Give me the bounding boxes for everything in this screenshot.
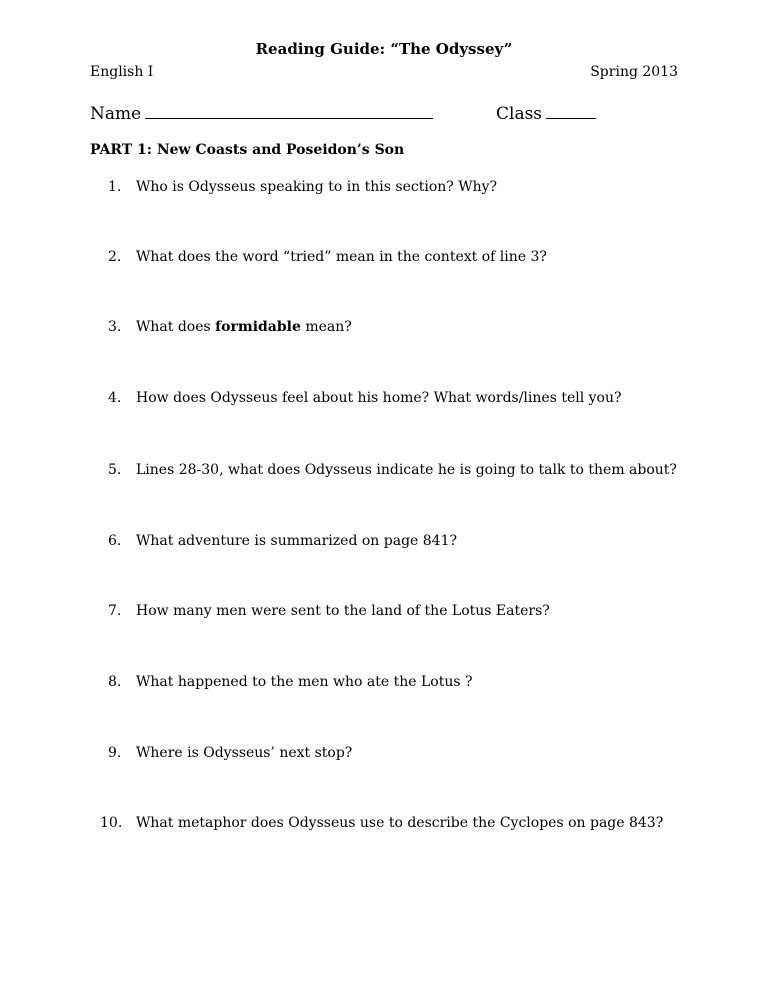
class-blank-line[interactable] <box>546 104 596 119</box>
term-label: Spring 2013 <box>590 64 678 80</box>
name-blank-line[interactable] <box>145 104 433 119</box>
class-label: Class <box>496 104 543 124</box>
question-number: 5. <box>108 462 122 478</box>
question-text: What metaphor does Odysseus use to describe the Cyclopes on page 843? <box>136 815 664 831</box>
question-number: 2. <box>108 249 122 265</box>
question-item <box>108 462 677 478</box>
name-label: Name <box>90 104 142 124</box>
question-text: What does the word “tried” mean in the context of line 3? <box>136 249 547 265</box>
question-text-end: mean? <box>300 319 352 335</box>
question-text: Where is Odysseus’ next stop? <box>136 745 353 761</box>
question-number: 8. <box>108 674 122 690</box>
question-text-start: What does <box>136 319 216 335</box>
name-field <box>90 104 433 124</box>
question-item <box>108 674 473 690</box>
question-text: How does Odysseus feel about his home? What words/lines tell you? <box>136 390 622 406</box>
question-item <box>108 745 352 761</box>
course-name: English I <box>90 64 154 80</box>
question-text: Who is Odysseus speaking to in this section? Why? <box>136 179 498 195</box>
question-number: 10. <box>100 815 123 831</box>
question-number: 1. <box>108 179 122 195</box>
question-number: 6. <box>108 533 122 549</box>
question-number: 9. <box>108 745 122 761</box>
question-text: Lines 28-30, what does Odysseus indicate he is going to talk to them about? <box>136 462 677 478</box>
question-text: What adventure is summarized on page 841? <box>136 533 458 549</box>
question-item <box>108 319 352 335</box>
question-item <box>108 390 622 406</box>
question-item <box>108 249 547 265</box>
question-item <box>108 533 457 549</box>
question-text: What happened to the men who ate the Lotus ? <box>136 674 473 690</box>
question-item <box>100 815 663 831</box>
class-field <box>496 104 596 124</box>
page-title: Reading Guide: “The Odyssey” <box>255 40 513 58</box>
question-item <box>108 179 497 195</box>
question-number: 3. <box>108 319 122 335</box>
question-text: How many men were sent to the land of the Lotus Eaters? <box>136 603 550 619</box>
question-number: 4. <box>108 390 122 406</box>
vocabulary-word: formidable <box>215 319 301 335</box>
question-number: 7. <box>108 603 122 619</box>
part-heading: PART 1: New Coasts and Poseidon’s Son <box>90 142 405 158</box>
question-item <box>108 603 550 619</box>
